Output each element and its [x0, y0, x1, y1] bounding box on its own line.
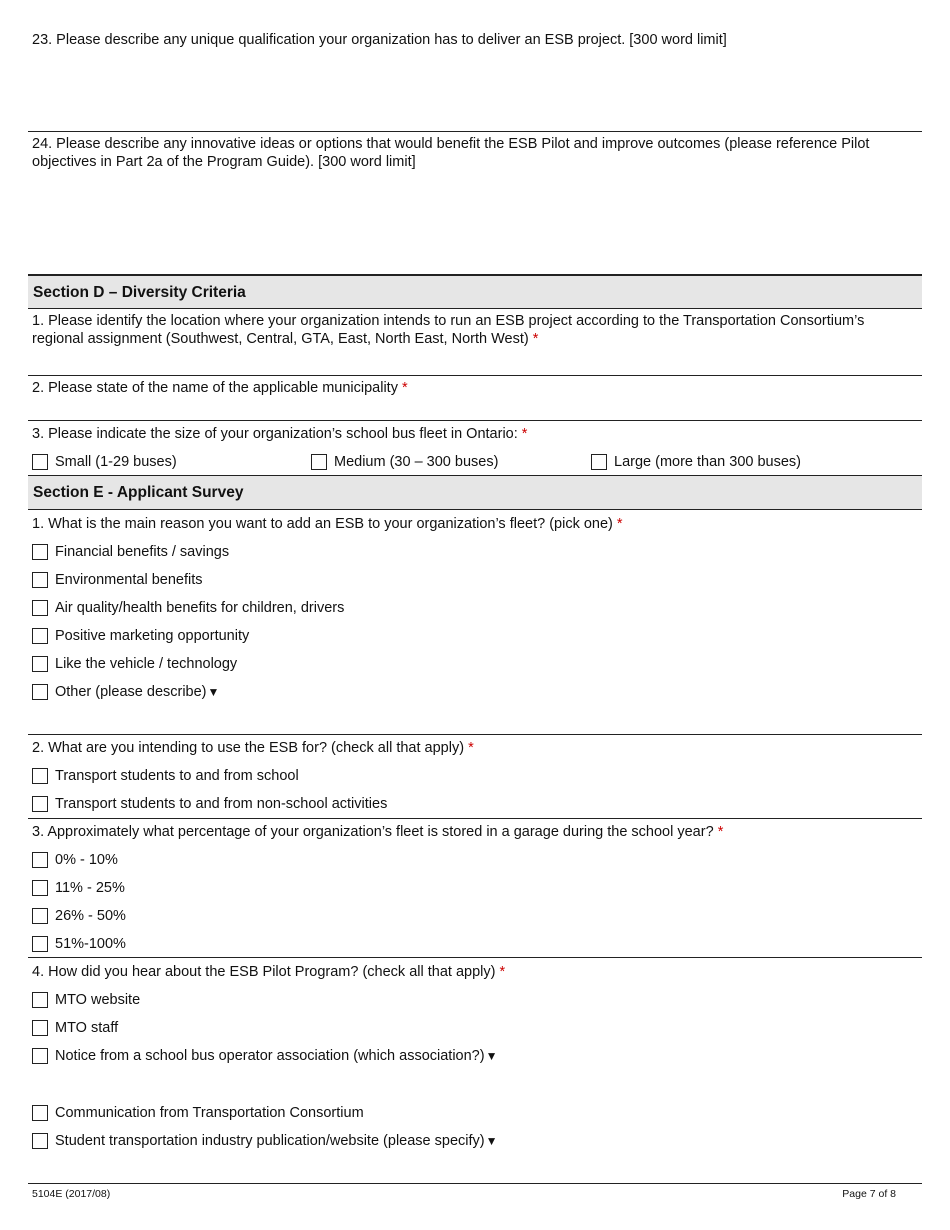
- section-d-title: Section D – Diversity Criteria: [33, 284, 246, 301]
- reason-option-other[interactable]: [32, 682, 219, 702]
- garage-51-100-checkbox[interactable]: [32, 936, 48, 952]
- expand-arrow-icon[interactable]: ▼: [485, 1134, 498, 1148]
- reason-environmental-checkbox[interactable]: [32, 572, 48, 588]
- option-label: Small (1-29 buses): [55, 454, 177, 470]
- heard-mto-staff-checkbox[interactable]: [32, 1020, 48, 1036]
- section-d-question-1: [32, 312, 912, 348]
- garage-option-51-100[interactable]: [32, 934, 126, 954]
- use-option-school[interactable]: [32, 766, 299, 786]
- use-option-non-school[interactable]: [32, 794, 387, 814]
- question-23: 23. Please describe any unique qualification your organization has to deliver an ESB project. [300 word limit]: [32, 32, 727, 48]
- option-label: Air quality/health benefits for children, drivers: [55, 600, 345, 616]
- required-marker: *: [521, 426, 528, 442]
- option-label: Like the vehicle / technology: [55, 656, 238, 672]
- section-d-question-3: [32, 425, 912, 443]
- garage-option-26-50[interactable]: [32, 906, 126, 926]
- section-e-question-1: [32, 515, 912, 533]
- section-e-question-2: [32, 739, 912, 757]
- reason-other-checkbox[interactable]: [32, 684, 48, 700]
- fleet-medium-checkbox[interactable]: [311, 454, 327, 470]
- section-e-question-4: [32, 963, 912, 981]
- fleet-small-checkbox[interactable]: [32, 454, 48, 470]
- required-marker: *: [532, 331, 539, 347]
- question-text: 1. Please identify the location where your organization intends to run an ESB project according to the Transportation Consortium’s regional assignment (Southwest, Central, GTA, East, North East, North West): [32, 313, 865, 347]
- section-e-question-3: [32, 823, 912, 841]
- footer-divider: [28, 1183, 922, 1184]
- option-label: Communication from Transportation Consortium: [55, 1105, 364, 1121]
- fleet-medium-option[interactable]: [311, 452, 498, 472]
- reason-financial-checkbox[interactable]: [32, 544, 48, 560]
- question-text: 1. What is the main reason you want to add an ESB to your organization’s fleet? (pick one): [32, 516, 613, 532]
- reason-vehicle-checkbox[interactable]: [32, 656, 48, 672]
- required-marker: *: [499, 964, 506, 980]
- question-text: 2. Please state of the name of the applicable municipality: [32, 380, 398, 396]
- option-label: Financial benefits / savings: [55, 544, 230, 560]
- heard-option-association[interactable]: [32, 1046, 497, 1066]
- option-label: MTO staff: [55, 1020, 119, 1036]
- required-marker: *: [616, 516, 623, 532]
- reason-air-quality-checkbox[interactable]: [32, 600, 48, 616]
- heard-mto-website-checkbox[interactable]: [32, 992, 48, 1008]
- heard-consortium-checkbox[interactable]: [32, 1105, 48, 1121]
- option-label: 11% - 25%: [55, 880, 125, 896]
- reason-option-financial[interactable]: [32, 542, 229, 562]
- divider: [28, 734, 922, 735]
- heard-option-consortium[interactable]: [32, 1103, 364, 1123]
- fleet-large-option[interactable]: [591, 452, 801, 472]
- heard-publication-checkbox[interactable]: [32, 1133, 48, 1149]
- heard-option-mto-staff[interactable]: [32, 1018, 118, 1038]
- option-label: Other (please describe): [55, 684, 207, 700]
- garage-0-10-checkbox[interactable]: [32, 852, 48, 868]
- option-label: 0% - 10%: [55, 852, 118, 868]
- divider: [28, 131, 922, 132]
- reason-option-vehicle[interactable]: [32, 654, 237, 674]
- option-label: Medium (30 – 300 buses): [334, 454, 499, 470]
- option-label: Student transportation industry publication/website (please specify): [55, 1133, 485, 1149]
- question-text: 2. What are you intending to use the ESB for? (check all that apply): [32, 740, 465, 756]
- page-number: Page 7 of 8: [842, 1188, 896, 1200]
- reason-option-environmental[interactable]: [32, 570, 203, 590]
- option-label: 51%-100%: [55, 936, 126, 952]
- garage-26-50-checkbox[interactable]: [32, 908, 48, 924]
- option-label: 26% - 50%: [55, 908, 126, 924]
- expand-arrow-icon[interactable]: ▼: [485, 1049, 498, 1063]
- divider: [28, 818, 922, 819]
- question-text: 4. How did you hear about the ESB Pilot Program? (check all that apply): [32, 964, 496, 980]
- reason-marketing-checkbox[interactable]: [32, 628, 48, 644]
- divider: [28, 957, 922, 958]
- use-school-checkbox[interactable]: [32, 768, 48, 784]
- divider: [28, 420, 922, 421]
- reason-option-marketing[interactable]: [32, 626, 249, 646]
- required-marker: *: [468, 740, 474, 756]
- option-label: Notice from a school bus operator association (which association?): [55, 1048, 485, 1064]
- heard-option-mto-website[interactable]: [32, 990, 140, 1010]
- expand-arrow-icon[interactable]: ▼: [207, 685, 220, 699]
- option-label: Large (more than 300 buses): [614, 454, 801, 470]
- required-marker: *: [401, 380, 408, 396]
- garage-option-11-25[interactable]: [32, 878, 125, 898]
- question-24: 24. Please describe any innovative ideas or options that would benefit the ESB Pilot and improve outcomes (please reference Pilot objectives in Part 2a of the Program Guide). [300 word limit]: [32, 136, 870, 170]
- garage-11-25-checkbox[interactable]: [32, 880, 48, 896]
- option-label: Transport students to and from non-school activities: [55, 796, 388, 812]
- garage-option-0-10[interactable]: [32, 850, 118, 870]
- option-label: Environmental benefits: [55, 572, 203, 588]
- option-label: Transport students to and from school: [55, 768, 299, 784]
- divider: [28, 375, 922, 376]
- question-text: 3. Please indicate the size of your organization’s school bus fleet in Ontario:: [32, 426, 518, 442]
- form-page: [28, 0, 922, 1230]
- option-label: Positive marketing opportunity: [55, 628, 250, 644]
- heard-association-checkbox[interactable]: [32, 1048, 48, 1064]
- form-id: 5104E (2017/08): [32, 1188, 111, 1200]
- section-e-title: Section E - Applicant Survey: [33, 484, 244, 501]
- section-d-question-2: [32, 379, 912, 397]
- fleet-large-checkbox[interactable]: [591, 454, 607, 470]
- option-label: MTO website: [55, 992, 141, 1008]
- required-marker: *: [717, 824, 724, 840]
- question-text: 3. Approximately what percentage of your organization’s fleet is stored in a garage during the school year?: [32, 824, 714, 840]
- section-d-header: [28, 274, 922, 309]
- section-e-header: [28, 475, 922, 510]
- heard-option-publication[interactable]: [32, 1131, 498, 1151]
- fleet-small-option[interactable]: [32, 452, 177, 472]
- use-non-school-checkbox[interactable]: [32, 796, 48, 812]
- reason-option-air-quality[interactable]: [32, 598, 344, 618]
